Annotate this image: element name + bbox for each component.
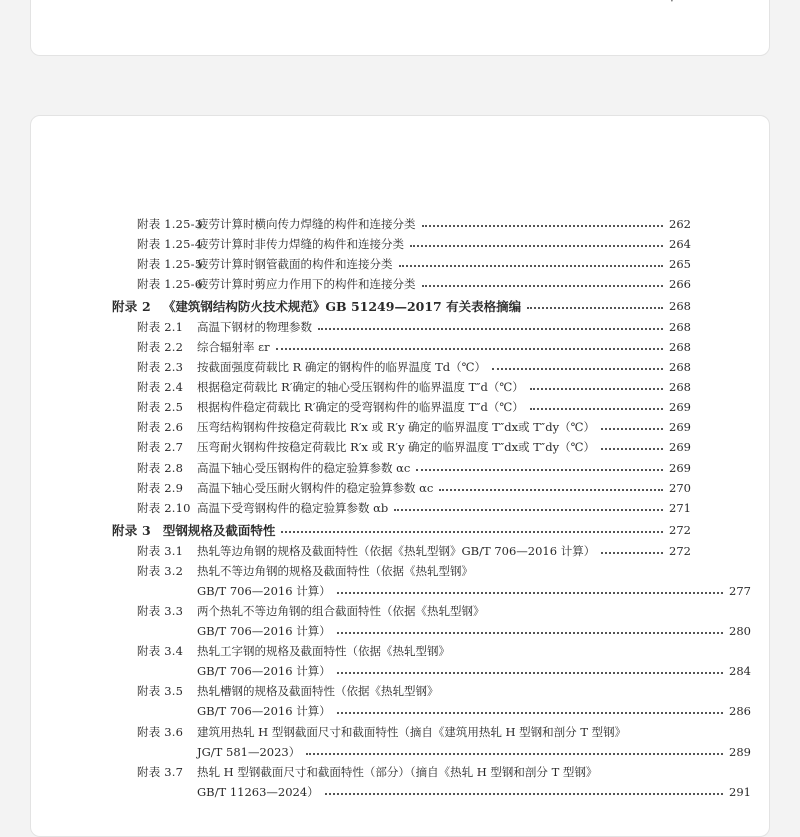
toc-entry[interactable] [137, 478, 689, 498]
toc-leader-dots [394, 509, 663, 511]
previous-page-card [30, 0, 770, 56]
toc-page-number: 268 [669, 360, 691, 374]
toc-entry-title: 热轧槽钢的规格及截面特性（依据《热轧型钢》 [197, 684, 439, 698]
toc-entry-title: 建筑用热轧 H 型钢截面尺寸和截面特性（摘自《建筑用热轧 H 型钢和剖分 T 型钢》 [197, 725, 627, 739]
toc-entry-number: 附表 3.6 [137, 725, 184, 739]
toc-entry[interactable] [137, 641, 689, 661]
toc-leader-dots [410, 245, 663, 247]
toc-leader-dots [527, 307, 663, 309]
toc-entry[interactable] [137, 762, 689, 782]
toc-entry-continuation[interactable] [137, 782, 749, 802]
toc-leader-dots [601, 448, 663, 450]
toc-entry[interactable] [137, 337, 689, 357]
toc-page-number: 286 [729, 704, 751, 718]
toc-entry-title: 疲劳计算时钢管截面的构件和连接分类 [197, 257, 393, 271]
toc-page-number: 268 [669, 299, 691, 313]
toc-entry-title: 热轧不等边角钢的规格及截面特性（依据《热轧型钢》 [197, 564, 473, 578]
toc-entry-title: 高温下钢材的物理参数 [197, 320, 312, 334]
toc-entry-number: 附表 3.2 [137, 564, 184, 578]
toc-entry-title: 高温下轴心受压耐火钢构件的稳定验算参数 αc [197, 481, 434, 495]
toc-page-number: 269 [669, 420, 691, 434]
toc-leader-dots [530, 388, 663, 390]
toc-entry-number: 附表 2.3 [137, 360, 184, 374]
toc-page-number: 269 [669, 400, 691, 414]
toc-entry-number: 附表 2.4 [137, 380, 184, 394]
toc-page-number: 268 [669, 320, 691, 334]
toc-entry[interactable] [137, 417, 689, 437]
toc-leader-dots [492, 368, 663, 370]
toc-entry[interactable] [137, 377, 689, 397]
toc-entry-number: 附表 1.25-3 [137, 217, 203, 231]
toc-entry[interactable] [137, 458, 689, 478]
toc-page-number: 272 [669, 523, 691, 537]
toc-entry[interactable] [137, 254, 689, 274]
toc-entry-title: GB/T 706—2016 计算） [197, 664, 331, 678]
toc-entry[interactable] [137, 274, 689, 294]
toc-entry-title: 热轧等边角钢的规格及截面特性（依据《热轧型钢》GB/T 706—2016 计算） [197, 544, 596, 558]
toc-page-number: 264 [669, 237, 691, 251]
toc-entry-title: 《建筑钢结构防火技术规范》GB 51249—2017 有关表格摘编 [162, 299, 522, 314]
toc-page-number: 269 [669, 461, 691, 475]
toc-page-number: 280 [729, 624, 751, 638]
toc-page-number: 262 [669, 217, 691, 231]
toc-entry[interactable] [137, 541, 689, 561]
toc-leader-dots [281, 531, 663, 533]
toc-leader-dots [422, 285, 664, 287]
toc-entry-title: 根据构件稳定荷载比 R′确定的受弯钢构件的临界温度 T″d（℃） [197, 400, 524, 414]
toc-leader-dots [399, 265, 664, 267]
toc-section-entry[interactable] [112, 520, 689, 540]
toc-entry[interactable] [137, 498, 689, 518]
toc-entry-number: 附表 1.25-5 [137, 257, 203, 271]
toc-entry-title: 疲劳计算时横向传力焊缝的构件和连接分类 [197, 217, 416, 231]
toc-page-number: 271 [669, 501, 691, 515]
toc-entry-number: 附表 2.1 [137, 320, 184, 334]
toc-entry-number: 附录 2 [112, 299, 151, 314]
toc-leader-dots [439, 489, 663, 491]
toc-entry-number: 附表 3.1 [137, 544, 184, 558]
toc-entry-title: GB/T 706—2016 计算） [197, 584, 331, 598]
toc-page-number: 266 [669, 277, 691, 291]
toc-page-number: 289 [729, 745, 751, 759]
toc-entry-title: 按截面强度荷载比 R 确定的钢构件的临界温度 Td（℃） [197, 360, 487, 374]
toc-entry-title: 压弯耐火钢构件按稳定荷载比 R′x 或 R′y 确定的临界温度 T″dx或 T″dy（℃） [197, 440, 595, 454]
toc-entry-number: 附表 2.9 [137, 481, 184, 495]
toc-leader-dots [422, 225, 664, 227]
toc-entry-title: 根据稳定荷载比 R′确定的轴心受压钢构件的临界温度 T″d（℃） [197, 380, 524, 394]
toc-entry-number: 附表 2.6 [137, 420, 184, 434]
toc-entry-number: 附表 2.5 [137, 400, 184, 414]
toc-entry[interactable] [137, 437, 689, 457]
toc-leader-dots [601, 428, 663, 430]
toc-page-number: 265 [669, 257, 691, 271]
toc-leader-dots [337, 712, 723, 714]
toc-leader-dots [337, 672, 723, 674]
toc-entry-number: 附表 3.7 [137, 765, 184, 779]
toc-entry-title: GB/T 706—2016 计算） [197, 704, 331, 718]
toc-entry-continuation[interactable] [137, 742, 749, 762]
toc-entry-continuation[interactable] [137, 661, 749, 681]
toc-entry-number: 附表 2.10 [137, 501, 191, 515]
toc-entry-title: GB/T 706—2016 计算） [197, 624, 331, 638]
toc-entry[interactable] [137, 601, 689, 621]
toc-entry-title: JG/T 581—2023） [197, 745, 301, 759]
toc-entry-title: 综合辐射率 εr [197, 340, 270, 354]
toc-leader-dots [416, 469, 663, 471]
toc-page-number: 270 [669, 481, 691, 495]
toc-entry-number: 附表 1.25-4 [137, 237, 203, 251]
toc-entry-title: 疲劳计算时剪应力作用下的构件和连接分类 [197, 277, 416, 291]
toc-entry-continuation[interactable] [137, 621, 749, 641]
toc-entry-number: 附表 2.2 [137, 340, 184, 354]
toc-entry-number: 附表 1.25-6 [137, 277, 203, 291]
toc-entry-continuation[interactable] [137, 701, 749, 721]
toc-entry-number: 附表 2.8 [137, 461, 184, 475]
toc-leader-dots [601, 552, 663, 554]
toc-leader-dots [276, 348, 663, 350]
toc-entry-title: 热轧 H 型钢截面尺寸和截面特性（部分）（摘自《热轧 H 型钢和剖分 T 型钢》 [197, 765, 598, 779]
toc-page-number: 277 [729, 584, 751, 598]
toc-page-number: 268 [669, 340, 691, 354]
toc-entry-continuation[interactable] [137, 581, 749, 601]
toc-leader-dots [306, 753, 723, 755]
toc-page-number: 269 [669, 440, 691, 454]
toc-entry[interactable] [137, 357, 689, 377]
toc-entry-number: 附录 3 [112, 523, 151, 538]
toc-entry-number: 附表 3.5 [137, 684, 184, 698]
toc-entry[interactable] [137, 722, 689, 742]
toc-entry[interactable] [137, 214, 689, 234]
toc-page-number: 268 [669, 380, 691, 394]
toc-entry-number: 附表 2.7 [137, 440, 184, 454]
toc-entry-title: 热轧工字钢的规格及截面特性（依据《热轧型钢》 [197, 644, 450, 658]
toc-entry-title: 高温下受弯钢构件的稳定验算参数 αb [197, 501, 389, 515]
toc-leader-dots [337, 632, 723, 634]
toc-entry[interactable] [137, 561, 689, 581]
toc-page-number: 284 [729, 664, 751, 678]
toc-entry[interactable] [137, 317, 689, 337]
toc-page-number: 272 [669, 544, 691, 558]
toc-entry-title: 型钢规格及截面特性 [162, 523, 276, 538]
toc-entry-number: 附表 3.3 [137, 604, 184, 618]
toc-leader-dots [325, 793, 723, 795]
toc-leader-dots [337, 592, 723, 594]
toc-entry-number: 附表 3.4 [137, 644, 184, 658]
top-page-mark: · [670, 0, 674, 8]
toc-leader-dots [530, 408, 663, 410]
toc-entry[interactable] [137, 681, 689, 701]
toc-entry[interactable] [137, 234, 689, 254]
toc-leader-dots [318, 328, 663, 330]
toc-section-entry[interactable] [112, 296, 689, 316]
toc-entry-title: 疲劳计算时非传力焊缝的构件和连接分类 [197, 237, 404, 251]
toc-entry-title: 压弯结构钢构件按稳定荷载比 R′x 或 R′y 确定的临界温度 T″dx或 T″dy（℃） [197, 420, 595, 434]
toc-entry[interactable] [137, 397, 689, 417]
toc-entry-title: 高温下轴心受压钢构件的稳定验算参数 αc [197, 461, 411, 475]
toc-page-number: 291 [729, 785, 751, 799]
toc-entry-title: 两个热轧不等边角钢的组合截面特性（依据《热轧型钢》 [197, 604, 485, 618]
toc-entry-title: GB/T 11263—2024） [197, 785, 319, 799]
